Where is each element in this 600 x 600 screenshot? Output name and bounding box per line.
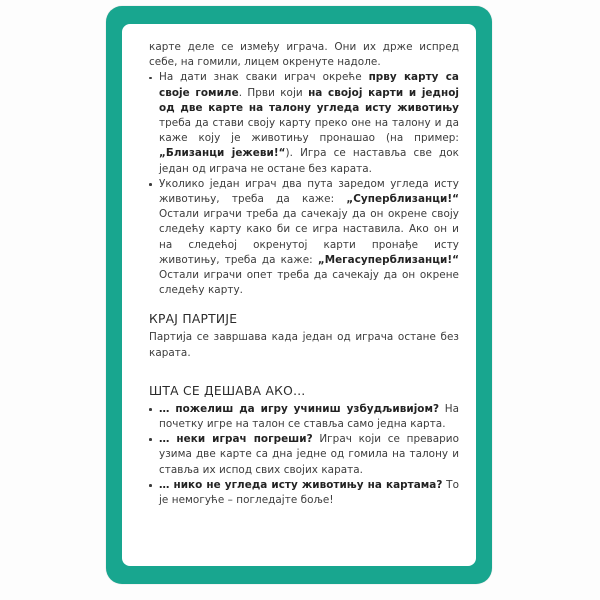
section-heading-what-happens-if: ШТА СЕ ДЕШАВА АКО…: [149, 383, 306, 398]
rules-body: [139, 40, 459, 508]
list-item: Уколико један играч два пута заредом угледа исту животињу, треба да каже: „Суперблизанци!“ Остали играчи треба да сачекају да он окрене своју следећу карту како би се игра наставила. Ако он и на следећој окренутој карти пронађе исту животињу, треба да каже: „Мегасуперблизанци!“ Остали играчи опет треба да сачекају да он окрене следећу карту.: [149, 177, 459, 299]
list-item: На дати знак сваки играч окреће прву карту са своје гомиле. Први који на својој карти и једној од две карте на талону угледа исту животињу треба да стави своју карту преко оне на талону и да каже коју је животињу пронашао (на пример: „Близанци јежеви!“). Игра се наставља све док један од играча не остане без карата.: [149, 70, 459, 176]
gameplay-bullet-list: [139, 70, 459, 298]
rules-card: [106, 6, 492, 584]
section-heading-end-of-game: КРАЈ ПАРТИЈЕ: [149, 312, 238, 327]
list-item: … неки играч погреши? Играч који се преварио узима две карте са дна једне од гомила на талону и ставља их испод свих својих карата.: [149, 432, 459, 478]
rules-card-paper: [122, 24, 476, 566]
end-of-game-text: Партија се завршава када један од играча остане без карата.: [149, 331, 459, 359]
what-happens-if-bullet-list: [139, 402, 459, 508]
list-item: … пожелиш да игру учиниш узбудљивијом? На почетку игре на талон се ставља само једна карта.: [149, 402, 459, 432]
list-item: … нико не угледа исту животињу на картама? То је немогуће – погледајте боље!: [149, 478, 459, 508]
intro-paragraph: карте деле се између играча. Они их држе испред себе, на гомили, лицем окренуте надоле.: [149, 41, 459, 69]
